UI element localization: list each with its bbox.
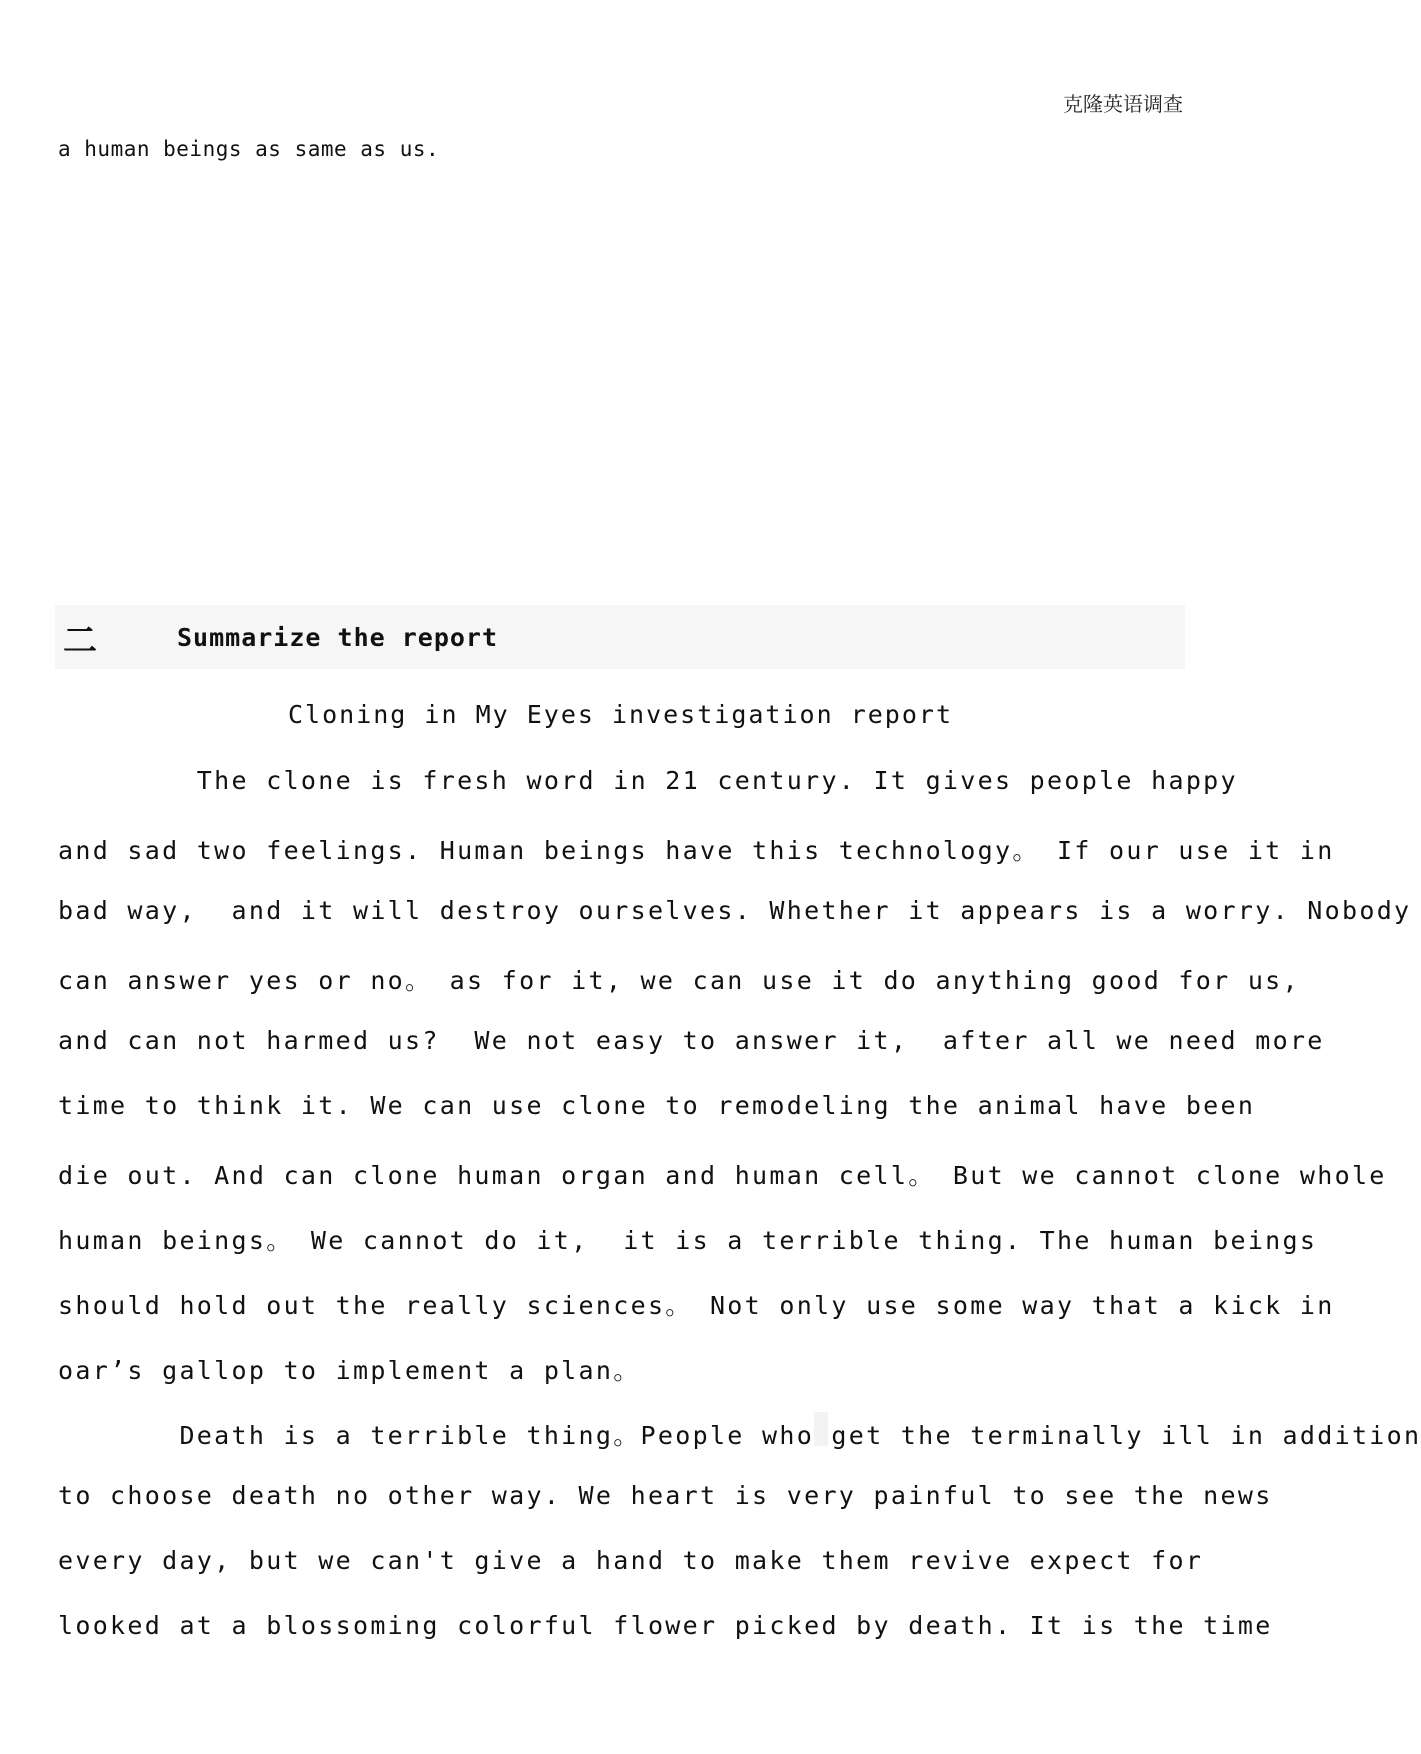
section-heading: [55, 605, 1185, 669]
paragraph-line: should hold out the really sciences。 Not only use some way that a kick in: [58, 1291, 1335, 1320]
report-title: Cloning in My Eyes investigation report: [288, 700, 953, 729]
paragraph-line: and sad two feelings. Human beings have this technology。 If our use it in: [58, 836, 1335, 865]
paragraph-line: time to think it. We can use clone to remodeling the animal have been: [58, 1091, 1256, 1120]
section-number: 二: [63, 621, 97, 661]
continued-text-line: a human beings as same as us.: [58, 137, 440, 161]
paragraph-line: bad way, and it will destroy ourselves. Whether it appears is a worry. Nobody: [58, 896, 1412, 925]
paragraph-line: to choose death no other way. We heart is very painful to see the news: [58, 1481, 1273, 1510]
page-header: 克隆英语调查: [1063, 92, 1183, 116]
section-title: Summarize the report: [177, 623, 499, 652]
paragraph-line: every day, but we can't give a hand to make them revive expect for: [58, 1546, 1204, 1575]
paragraph-line: human beings。 We cannot do it, it is a terrible thing. The human beings: [58, 1226, 1318, 1255]
paragraph-line: die out. And can clone human organ and human cell。 But we cannot clone whole: [58, 1161, 1387, 1190]
paragraph-line: Death is a terrible thing。People who get the terminally ill in addition: [58, 1421, 1421, 1450]
paragraph-line: looked at a blossoming colorful flower picked by death. It is the time: [58, 1611, 1273, 1640]
paragraph-line: The clone is fresh word in 21 century. It gives people happy: [58, 766, 1238, 795]
paragraph-line: can answer yes or no。 as for it, we can use it do anything good for us,: [58, 966, 1300, 995]
paragraph-line: and can not harmed us? We not easy to answer it, after all we need more: [58, 1026, 1325, 1055]
paragraph-line: oar’s gallop to implement a plan。: [58, 1356, 641, 1385]
